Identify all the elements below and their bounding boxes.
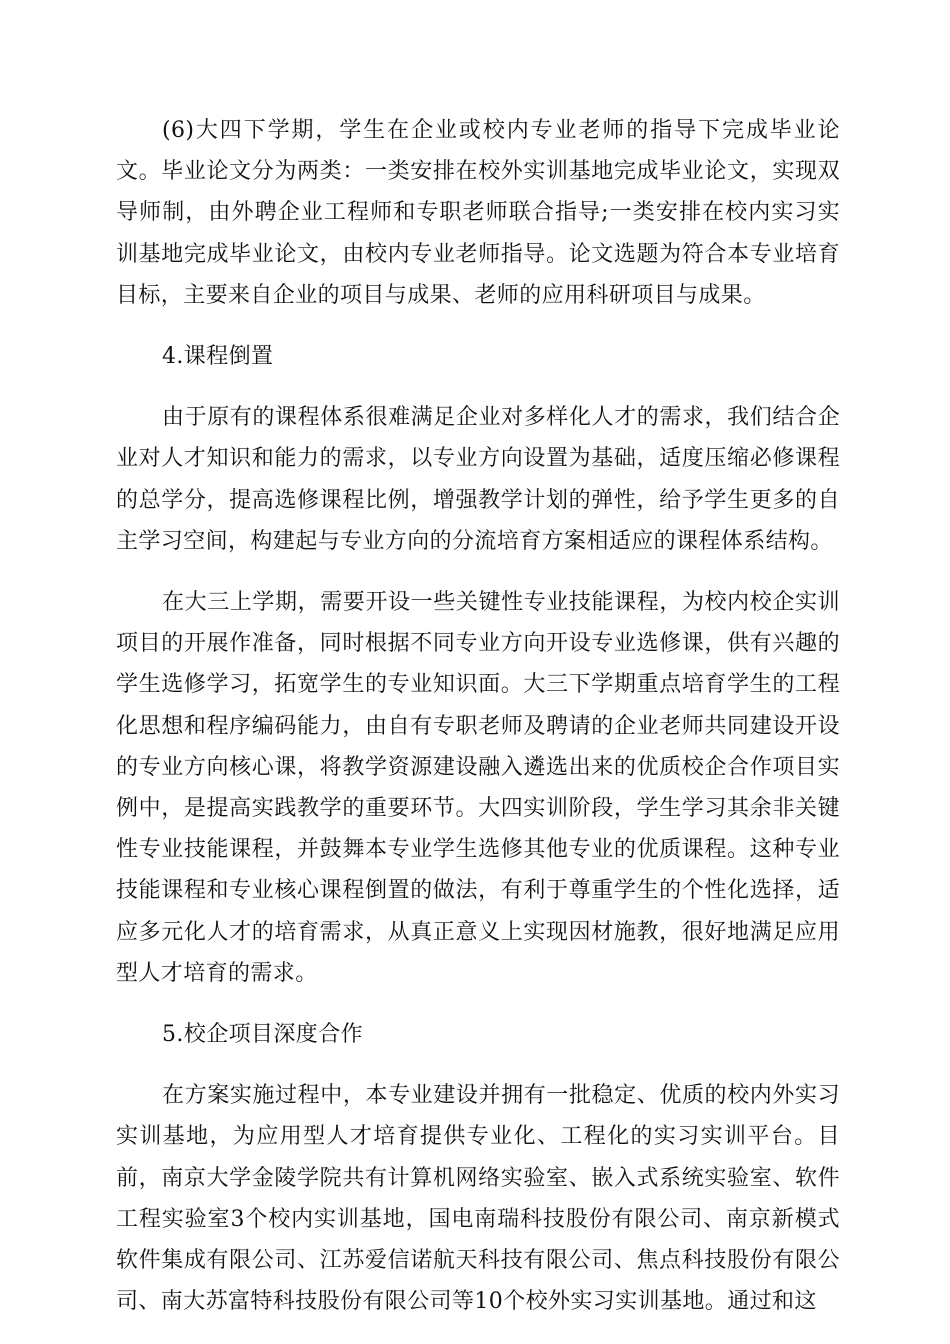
paragraph-junior-year-courses: 在大三上学期，需要开设一些关键性专业技能课程，为校内校企实训项目的开展作准备，同时根据不同专业方向开设专业选修课，供有兴趣的学生选修学习，拓宽学生的专业知识面。大三下学期重点培育学生的工程化思想和程序编码能力，由自有专职老师及聘请的企业老师共同建设开设的专业方向核心课，将教学资源建设融入遴选出来的优质校企合作项目实例中，是提高实践教学的重要环节。大四实训阶段，学生学习其余非关键性专业技能课程，并鼓舞本专业学生选修其他专业的优质课程。这种专业技能课程和专业核心课程倒置的做法，有利于尊重学生的个性化选择，适应多元化人才的培育需求，从真正意义上实现因材施教，很好地满足应用型人才培育的需求。 (116, 590, 840, 986)
section-heading-school-enterprise-cooperation: 5.校企项目深度合作 (162, 1022, 363, 1048)
document-body (116, 110, 840, 1342)
paragraph-training-bases: 在方案实施过程中，本专业建设并拥有一批稳定、优质的校内外实习实训基地，为应用型人才培育提供专业化、工程化的实习实训平台。目前，南京大学金陵学院共有计算机网络实验室、嵌入式系统实验室、软件工程实验室3个校内实训基地，国电南瑞科技股份有限公司、南京新模式软件集成有限公司、江苏爱信诺航天科技有限公司、焦点科技股份有限公司、南大苏富特科技股份有限公司等10个校外实习实训基地。通过和这 (116, 1083, 840, 1315)
paragraph-course-system: 由于原有的课程体系很难满足企业对多样化人才的需求，我们结合企业对人才知识和能力的需求，以专业方向设置为基础，适度压缩必修课程的总学分，提高选修课程比例，增强教学计划的弹性，给予学生更多的自主学习空间，构建起与专业方向的分流培育方案相适应的课程体系结构。 (116, 405, 840, 554)
section-heading-course-inversion: 4.课程倒置 (162, 344, 274, 370)
paragraph-graduation-thesis: (6)大四下学期，学生在企业或校内专业老师的指导下完成毕业论文。毕业论文分为两类：一类安排在校外实训基地完成毕业论文，实现双导师制，由外聘企业工程师和专职老师联合指导;一类安排在校内实习实训基地完成毕业论文，由校内专业老师指导。论文选题为符合本专业培育目标，主要来自企业的项目与成果、老师的应用科研项目与成果。 (116, 118, 840, 308)
